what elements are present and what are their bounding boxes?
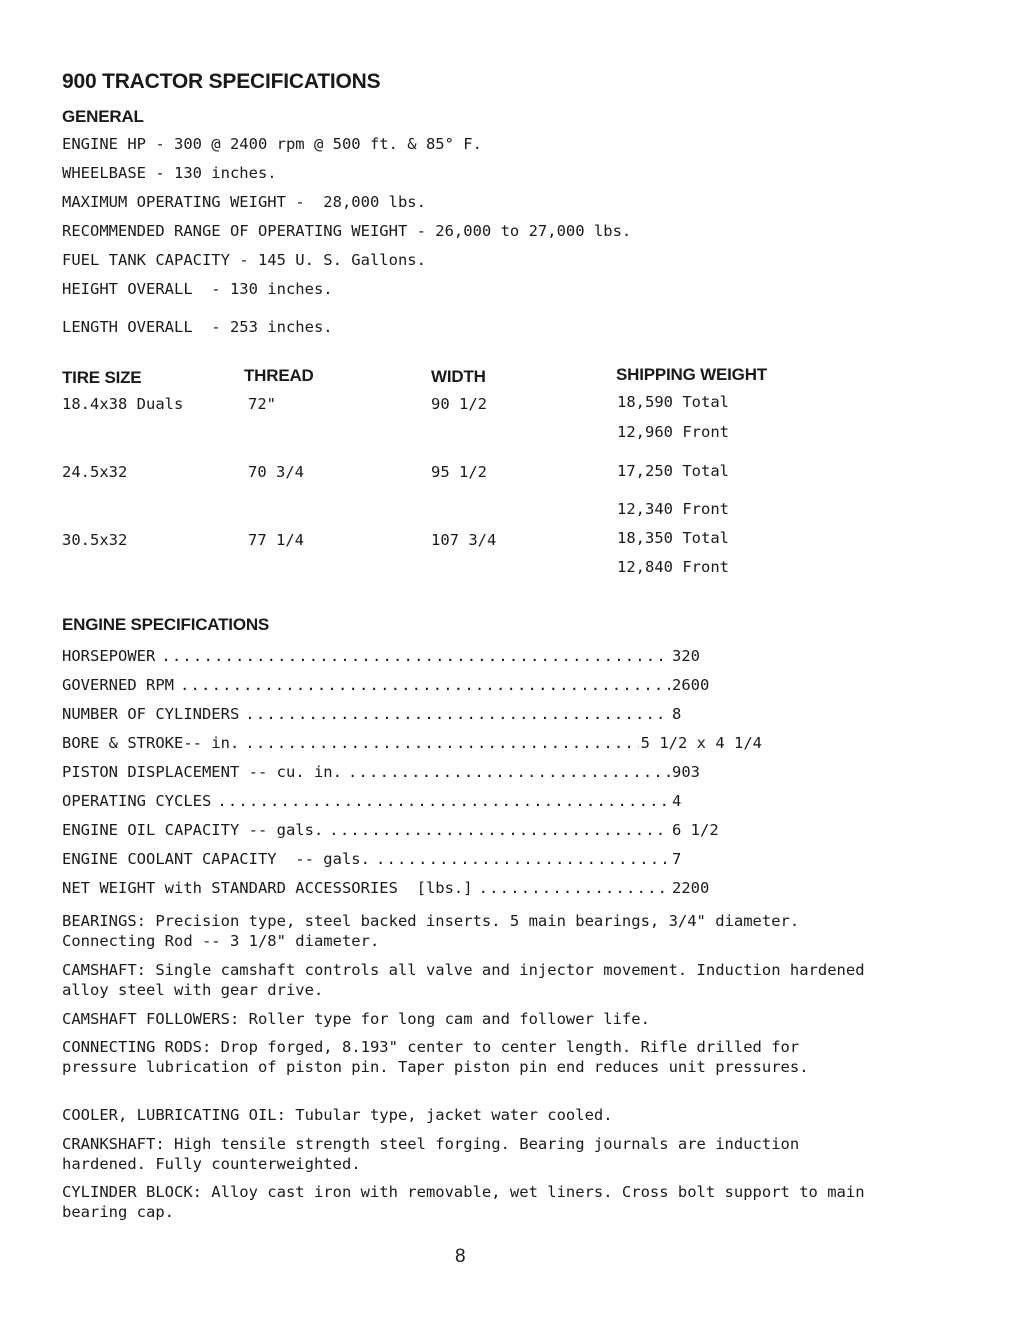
spec-label: ENGINE OIL CAPACITY -- gals. — [62, 821, 324, 839]
paragraph-camshaft: CAMSHAFT: Single camshaft controls all valve and injector movement. Induction hardened alloy steel with gear drive. — [62, 961, 865, 999]
spec-value: 7 — [672, 850, 682, 868]
dot-leader — [329, 821, 670, 839]
spec-label: NET WEIGHT with STANDARD ACCESSORIES [lbs.] — [62, 879, 473, 897]
dot-leader — [245, 705, 670, 723]
general-line-max-weight: MAXIMUM OPERATING WEIGHT - 28,000 lbs. — [62, 193, 426, 211]
spec-label: ENGINE COOLANT CAPACITY -- gals. — [62, 850, 370, 868]
spec-value: 6 1/2 — [672, 821, 719, 839]
tire-size-header: TIRE SIZE — [62, 368, 142, 387]
spec-row-coolant-capacity — [62, 850, 762, 870]
tire-size-cell: 30.5x32 — [62, 531, 128, 549]
spec-value: 4 — [672, 792, 682, 810]
spec-label: HORSEPOWER — [62, 647, 156, 665]
thread-cell: 77 1/4 — [248, 531, 304, 549]
spec-label: NUMBER OF CYLINDERS — [62, 705, 240, 723]
thread-cell: 72" — [248, 395, 276, 413]
weight-front-cell: 12,840 Front — [617, 558, 729, 576]
width-header: WIDTH — [431, 367, 486, 386]
weight-total-cell: 18,350 Total — [617, 529, 729, 547]
dot-leader — [376, 850, 670, 868]
spec-value: 320 — [672, 647, 700, 665]
spec-row-governed-rpm — [62, 676, 762, 696]
spec-value: 8 — [672, 705, 682, 723]
spec-label: GOVERNED RPM — [62, 676, 174, 694]
dot-leader — [161, 647, 670, 665]
tire-size-cell: 24.5x32 — [62, 463, 128, 481]
page-number: 8 — [455, 1246, 466, 1267]
spec-label: PISTON DISPLACEMENT -- cu. in. — [62, 763, 342, 781]
shipping-weight-header: SHIPPING WEIGHT — [616, 365, 767, 384]
weight-front-cell: 12,340 Front — [617, 500, 729, 518]
spec-row-operating-cycles — [62, 792, 762, 812]
dot-leader — [217, 792, 670, 810]
spec-row-net-weight — [62, 879, 762, 899]
width-cell: 90 1/2 — [431, 395, 487, 413]
paragraph-crankshaft: CRANKSHAFT: High tensile strength steel forging. Bearing journals are induction hardened. Fully counterweighted. — [62, 1135, 800, 1173]
width-cell: 95 1/2 — [431, 463, 487, 481]
spec-row-bore-stroke — [62, 734, 762, 754]
general-line-height: HEIGHT OVERALL - 130 inches. — [62, 280, 333, 298]
tire-size-cell: 18.4x38 Duals — [62, 395, 184, 413]
thread-header: THREAD — [244, 366, 314, 385]
weight-total-cell: 18,590 Total — [617, 393, 729, 411]
general-line-recommended-weight: RECOMMENDED RANGE OF OPERATING WEIGHT - 26,000 to 27,000 lbs. — [62, 222, 632, 240]
spec-label: OPERATING CYCLES — [62, 792, 212, 810]
dot-leader — [348, 763, 670, 781]
weight-total-cell: 17,250 Total — [617, 462, 729, 480]
paragraph-cylinder-block: CYLINDER BLOCK: Alloy cast iron with removable, wet liners. Cross bolt support to main bearing cap. — [62, 1183, 865, 1221]
spec-row-displacement — [62, 763, 762, 783]
spec-value: 2600 — [672, 676, 710, 694]
spec-row-oil-capacity — [62, 821, 762, 841]
paragraph-oil-cooler: COOLER, LUBRICATING OIL: Tubular type, jacket water cooled. — [62, 1106, 613, 1124]
spec-value: 5 1/2 x 4 1/4 — [640, 734, 762, 752]
spec-value: 903 — [672, 763, 700, 781]
dot-leader — [479, 879, 670, 897]
paragraph-camshaft-followers: CAMSHAFT FOLLOWERS: Roller type for long cam and follower life. — [62, 1010, 650, 1028]
spec-label: BORE & STROKE-- in. — [62, 734, 240, 752]
paragraph-connecting-rods: CONNECTING RODS: Drop forged, 8.193" center to center length. Rifle drilled for pressure lubrication of piston pin. Taper piston pin end reduces unit pressures. — [62, 1038, 809, 1076]
spec-row-horsepower — [62, 647, 762, 667]
general-line-fuel-tank: FUEL TANK CAPACITY - 145 U. S. Gallons. — [62, 251, 426, 269]
dot-leader — [245, 734, 638, 752]
thread-cell: 70 3/4 — [248, 463, 304, 481]
general-heading: GENERAL — [62, 107, 144, 126]
spec-value: 2200 — [672, 879, 710, 897]
general-line-engine-hp: ENGINE HP - 300 @ 2400 rpm @ 500 ft. & 85° F. — [62, 135, 482, 153]
paragraph-bearings: BEARINGS: Precision type, steel backed inserts. 5 main bearings, 3/4" diameter. Connecting Rod -- 3 1/8" diameter. — [62, 912, 800, 950]
general-line-length: LENGTH OVERALL - 253 inches. — [62, 318, 333, 336]
weight-front-cell: 12,960 Front — [617, 423, 729, 441]
engine-specifications-heading: ENGINE SPECIFICATIONS — [62, 615, 270, 634]
page-title: 900 TRACTOR SPECIFICATIONS — [62, 70, 381, 93]
spec-row-cylinders — [62, 705, 762, 725]
width-cell: 107 3/4 — [431, 531, 497, 549]
dot-leader — [180, 676, 670, 694]
general-line-wheelbase: WHEELBASE - 130 inches. — [62, 164, 277, 182]
